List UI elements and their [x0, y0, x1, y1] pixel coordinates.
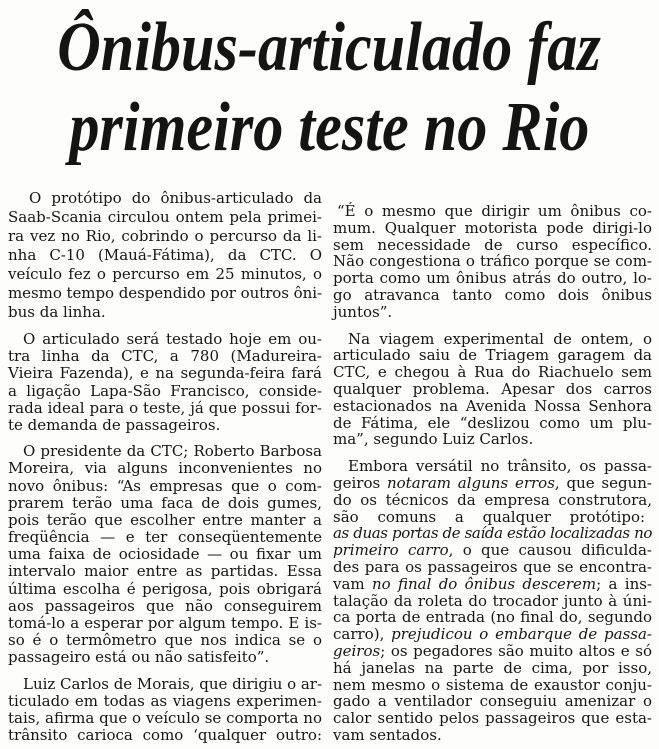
- text-line: [333, 542, 652, 559]
- line-text: calor sentido pelos passageiros que esta-: [333, 709, 652, 728]
- italic-text: primeiro carro: [333, 541, 449, 560]
- line-text: [333, 475, 652, 492]
- text-line: [333, 660, 652, 677]
- line-text: sem necessidade de curso específico.: [333, 235, 652, 254]
- line-text: porta como um ônibus atrás do outro, lo-: [333, 269, 652, 288]
- line-text: O presidente da CTC; Roberto Barbosa: [23, 442, 322, 461]
- line-text: a ligação Lapa-São Francisco, conside-: [8, 381, 322, 400]
- line-text: mesmo tempo despendido por outros ôni-: [8, 284, 322, 302]
- text-line: [333, 643, 652, 660]
- text-line: [333, 475, 652, 492]
- text-line: [8, 512, 322, 529]
- italic-text: prejudicou o embarque de passa-: [391, 625, 652, 644]
- text-segment: vam: [333, 574, 372, 593]
- text-line: [8, 615, 322, 632]
- text-line: [333, 381, 652, 398]
- text-line: [8, 495, 322, 512]
- line-text: go atravanca tanto como dois ônibus: [333, 285, 652, 304]
- text-line: [333, 609, 652, 626]
- line-text: tomá-lo a esperar por algum tempo. E is-: [8, 614, 322, 632]
- paragraph: [8, 189, 322, 322]
- text-line: [8, 478, 322, 495]
- text-line: [8, 632, 322, 649]
- line-text: Não congestiona o tráfico porque se com-: [333, 252, 652, 271]
- text-line: [333, 626, 652, 643]
- text-line: [333, 270, 652, 287]
- text-line: [333, 220, 652, 237]
- text-line: [333, 559, 652, 576]
- line-text: [333, 542, 652, 559]
- line-text: des para os passageiros que se encontra-: [333, 557, 652, 576]
- line-text: estacionados na Avenida Nossa Senhora: [333, 396, 652, 415]
- italic-text: geiros: [333, 641, 381, 660]
- text-line: [8, 727, 322, 744]
- text-line: [8, 227, 322, 246]
- paragraph: [8, 443, 322, 666]
- text-line: [333, 304, 652, 321]
- text-line: [8, 400, 322, 417]
- line-text: vam sentados.: [333, 725, 442, 744]
- text-line: [8, 189, 322, 208]
- line-text: são comuns a qualquer protótipo:: [333, 507, 646, 526]
- italic-text: notaram alguns erros: [386, 473, 555, 492]
- text-line: [8, 581, 322, 598]
- text-line: [8, 598, 322, 615]
- text-segment: geiros: [333, 473, 387, 492]
- line-text: Saab-Scania circulou ontem pela primei-: [8, 208, 322, 226]
- line-text: última escolha é perigosa, pois obrigará: [8, 579, 322, 598]
- text-segment: , que segun-: [554, 473, 652, 492]
- line-text: talação da roleta do trocador junto à úni-: [333, 591, 652, 610]
- line-text: [333, 576, 652, 593]
- text-line: [333, 576, 652, 593]
- text-line: [8, 649, 322, 666]
- line-text: qualquer problema. Apesar dos carros: [333, 379, 652, 398]
- line-text: O articulado será testado hoje em ou-: [23, 330, 322, 348]
- line-text: ma”, segundo Luiz Carlos.: [333, 430, 534, 449]
- text-line: [8, 460, 322, 477]
- line-text: novo ônibus: “As empresas que o com-: [8, 476, 322, 495]
- text-segment: carro),: [333, 625, 392, 644]
- line-text: veículo fez o percurso em 25 minutos, o: [8, 265, 322, 283]
- line-text: articulado saiu de Triagem garagem da: [333, 346, 652, 365]
- line-text: prarem terão uma faca de dois gumes,: [8, 493, 322, 512]
- text-segment: ; os pegadores são muito altos e só: [380, 641, 652, 660]
- line-text: ra vez no Rio, cobrindo o percurso da li-: [8, 227, 322, 245]
- line-text: pois terão que escolher entre manter a: [8, 510, 322, 529]
- right-column: [333, 203, 652, 744]
- headline-line-1: [0, 8, 659, 88]
- line-text: nem mesmo o sistema de exaustor conju-: [333, 675, 652, 694]
- line-text: Luiz Carlos de Morais, que dirigiu o ar-: [23, 674, 322, 693]
- headline: [0, 8, 659, 168]
- text-line: [8, 303, 322, 322]
- text-line: [8, 676, 322, 693]
- text-line: [8, 365, 322, 382]
- text-segment: ; a ins-: [596, 574, 652, 593]
- line-text: nha C-10 (Mauá-Fátima), da CTC. O: [8, 246, 322, 264]
- text-line: [333, 398, 652, 415]
- text-line: [333, 331, 652, 348]
- line-text: so é o termômetro que nos indica se o: [8, 631, 322, 650]
- text-line: [8, 331, 322, 348]
- line-text: passageiro está ou não satisfeito”.: [8, 648, 270, 667]
- paragraph: [8, 676, 322, 745]
- text-line: [333, 415, 652, 432]
- line-text: bus da linha.: [8, 303, 106, 321]
- headline-text: primeiro teste no Rio: [69, 89, 590, 166]
- text-line: [8, 693, 322, 710]
- line-text: Vieira Fazenda), e na segunda-feira fará: [8, 364, 322, 383]
- text-segment: , o que causou dificulda-: [448, 541, 653, 560]
- line-text: aos passageiros que não conseguirem: [8, 596, 322, 615]
- text-line: [333, 203, 652, 220]
- text-line: [333, 727, 652, 744]
- line-text: de Fátima, ele “deslizou como um plu-: [333, 413, 652, 432]
- line-text: trânsito carioca como ‘qualquer outro:: [8, 726, 322, 745]
- line-text: do os técnicos da empresa construtora,: [333, 490, 652, 509]
- text-line: [8, 383, 322, 400]
- line-text: CTC, e chegou à Rua do Riachuelo sem: [333, 363, 652, 382]
- text-line: [333, 525, 652, 542]
- line-text: ca porta de entrada (no final do, segundo: [333, 608, 652, 627]
- line-text: mum. Qualquer motorista pode dirigi-lo: [333, 218, 652, 237]
- text-line: [333, 458, 652, 475]
- line-text: [333, 643, 652, 660]
- line-text: Moreira, via alguns inconvenientes no: [8, 459, 322, 478]
- paragraph: [333, 331, 652, 449]
- text-line: [333, 710, 652, 727]
- line-text: gado a ventilador conseguiu amenizar o: [333, 692, 652, 711]
- text-line: [333, 431, 652, 448]
- headline-text: Ônibus-articulado faz: [57, 9, 602, 86]
- text-line: [8, 546, 322, 563]
- text-line: [333, 237, 652, 254]
- text-line: [333, 347, 652, 364]
- text-line: [333, 364, 652, 381]
- line-text: juntos”.: [333, 302, 393, 321]
- line-text: Embora versátil no trânsito, os passa-: [348, 457, 652, 476]
- text-line: [333, 677, 652, 694]
- line-text: tais, afirma que o veículo se comporta no: [8, 708, 322, 727]
- text-line: [333, 492, 652, 509]
- text-line: [8, 563, 322, 580]
- text-line: [333, 253, 652, 270]
- line-text: intervalo maior entre as partidas. Essa: [8, 562, 322, 581]
- paragraph: [333, 458, 652, 744]
- italic-text: no final do ônibus descerem: [371, 574, 597, 593]
- text-line: [8, 348, 322, 365]
- line-text: te demanda de passageiros.: [8, 415, 221, 434]
- text-line: [8, 443, 322, 460]
- text-line: [333, 509, 652, 526]
- text-line: [333, 693, 652, 710]
- text-line: [8, 284, 322, 303]
- line-text: [333, 626, 652, 643]
- text-line: [8, 265, 322, 284]
- paragraph: [333, 203, 652, 321]
- text-line: [8, 710, 322, 727]
- line-text: freqüência — e ter conseqüentemente: [8, 528, 322, 547]
- line-text: [333, 525, 652, 542]
- line-text: O protótipo do ônibus-articulado da: [29, 189, 322, 207]
- line-text: “É o mesmo que dirigir um ônibus co-: [337, 202, 652, 220]
- left-column: [8, 189, 322, 744]
- line-text: rada ideal para o teste, já que possui for-: [8, 398, 322, 417]
- line-text: tra linha da CTC, a 780 (Madureira-: [8, 347, 322, 366]
- headline-line-2: [0, 88, 659, 168]
- text-line: [8, 417, 322, 434]
- text-line: [333, 287, 652, 304]
- text-line: [333, 593, 652, 610]
- line-text: uma faixa de ociosidade — ou fixar um: [8, 545, 322, 564]
- italic-text: as duas portas de saída estão localizadas no: [333, 524, 652, 543]
- line-text: há janelas na parte de cima, por isso,: [333, 658, 652, 677]
- line-text: ticulado em todas as viagens experimen-: [8, 691, 322, 710]
- text-line: [8, 529, 322, 546]
- line-text: Na viagem experimental de ontem, o: [348, 329, 652, 348]
- paragraph: [8, 331, 322, 434]
- text-line: [8, 246, 322, 265]
- text-line: [8, 208, 322, 227]
